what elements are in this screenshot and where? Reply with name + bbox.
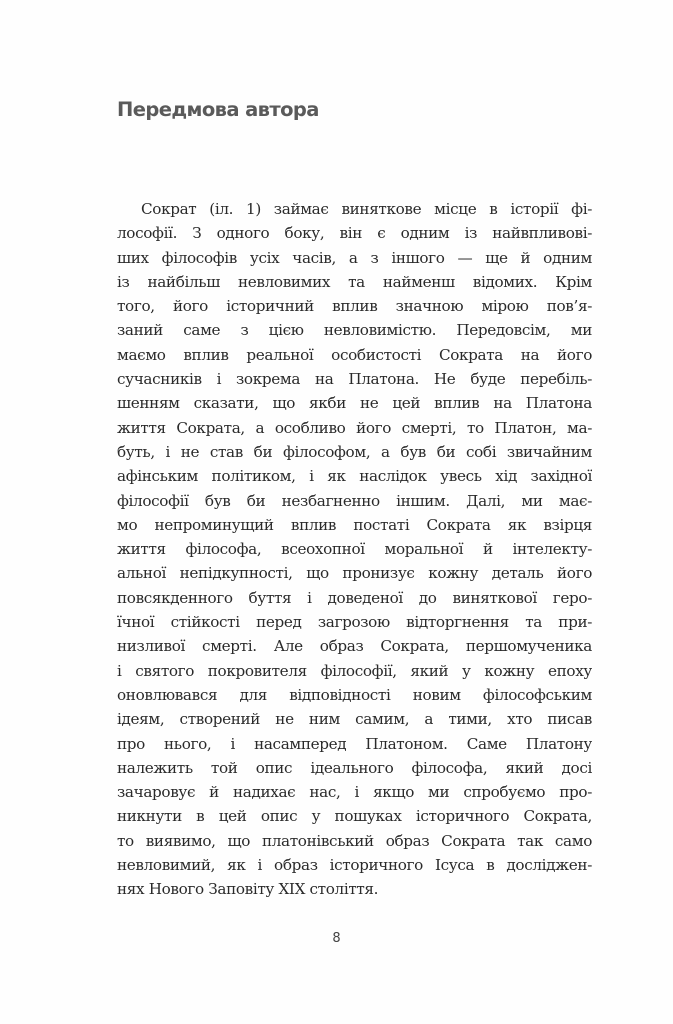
text-line: і святого покровителя філософії, який у кожну епоху	[117, 661, 592, 680]
text-line: сучасників і зокрема на Платона. Не буде перебіль-	[117, 370, 592, 389]
text-line: оновлювався для відповідності новим філософським	[117, 685, 592, 704]
text-line: їчної стійкості перед загрозою відторгнення та при-	[117, 613, 592, 632]
text-line: афінським політиком, і як наслідок увесь хід західної	[117, 467, 592, 486]
text-line: маємо вплив реальної особистості Сократа на його	[117, 345, 592, 364]
text-line: заний саме з цією невловимістю. Передовсім, ми	[117, 321, 592, 340]
page-number: 8	[332, 931, 341, 946]
text-line: філософії був би незбагненно іншим. Далі, ми має-	[117, 491, 592, 510]
text-line: із найбільш невловимих та найменш відомих. Крім	[117, 272, 592, 291]
text-line: життя філософа, всеохопної моральної й інтелекту-	[117, 540, 592, 559]
text-line: низливої смерті. Але образ Сократа, першомученика	[117, 637, 592, 656]
text-line: ідеям, створений не ним самим, а тими, хто писав	[117, 710, 592, 729]
text-line: невловимий, як і образ історичного Ісуса в досліджен-	[117, 856, 592, 875]
text-line: про нього, і насамперед Платоном. Саме Платону	[117, 734, 592, 753]
text-line: належить той опис ідеального філософа, який досі	[117, 758, 592, 777]
text-line: нях Нового Заповіту XIX століття.	[117, 880, 379, 899]
body-paragraph	[117, 197, 592, 902]
text-line: Сократ (іл. 1) займає виняткове місце в історії фі-	[141, 200, 592, 218]
text-line: буть, і не став би філософом, а був би собі звичайним	[117, 442, 592, 461]
text-line: то виявимо, що платонівський образ Сократа так само	[117, 831, 592, 850]
text-line: шенням сказати, що якби не цей вплив на Платона	[117, 394, 592, 413]
text-line: мо непроминущий вплив постаті Сократа як взірця	[117, 515, 592, 534]
text-line: повсякденного буття і доведеної до виняткової геро-	[117, 588, 592, 607]
text-line: життя Сократа, а особливо його смерті, то Платон, ма-	[117, 418, 592, 437]
page-heading: Передмова автора	[117, 98, 319, 121]
text-line: никнути в цей опис у пошуках історичного Сократа,	[117, 807, 592, 826]
text-line: ших філософів усіх часів, а з іншого — ще й одним	[117, 248, 592, 267]
text-line: альної непідкупності, що пронизує кожну деталь його	[117, 564, 592, 583]
text-line: того, його історичний вплив значною мірою пов’я-	[117, 297, 592, 316]
text-line: зачаровує й надихає нас, і якщо ми спробуємо про-	[117, 783, 592, 802]
text-line: лософії. З одного боку, він є одним із найвпливові-	[117, 224, 592, 243]
